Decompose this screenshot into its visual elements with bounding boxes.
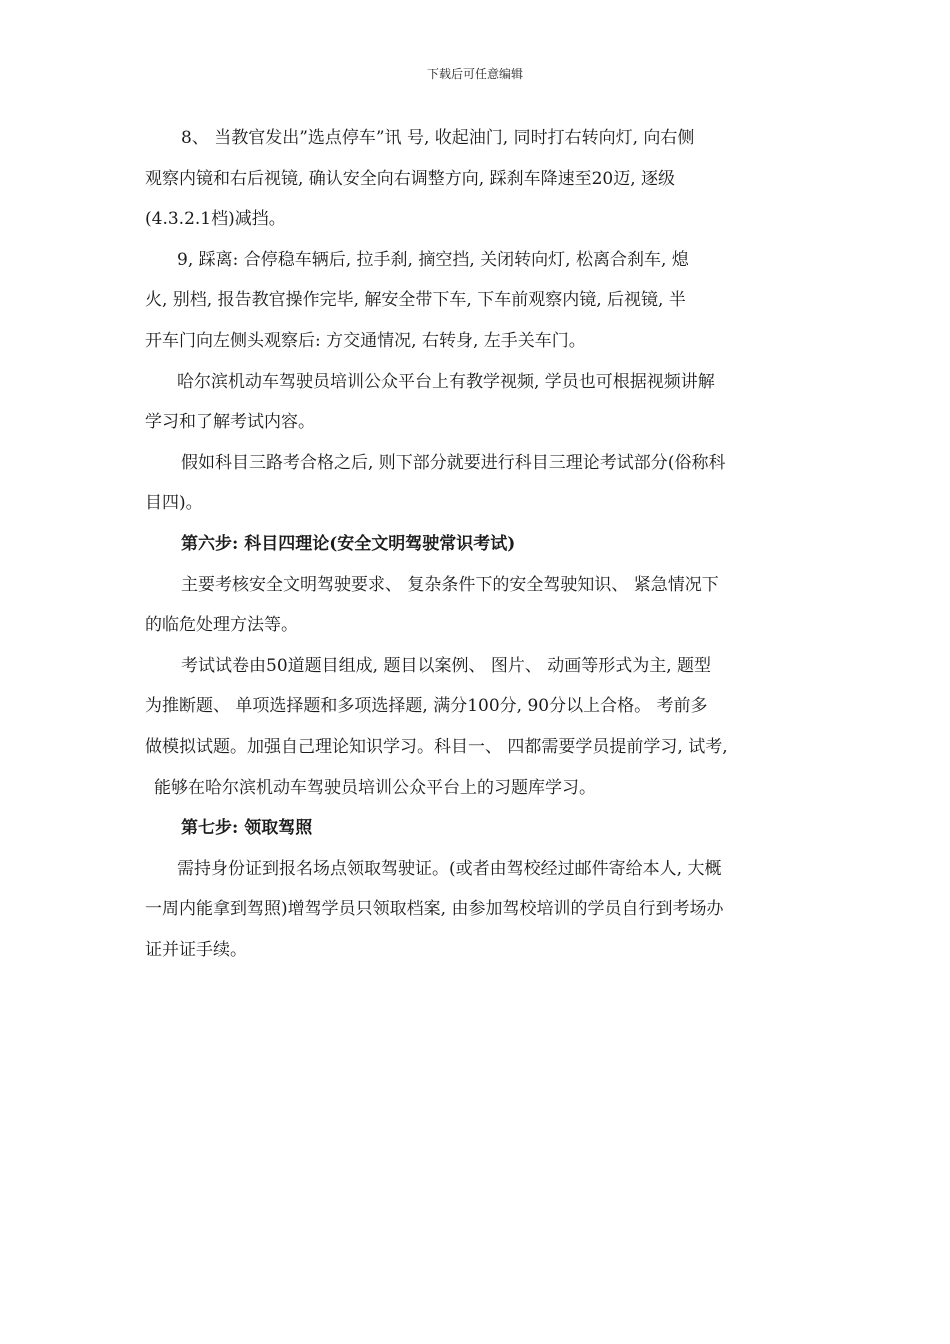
text-line: 主要考核安全文明驾驶要求、 复杂条件下的安全驾驶知识、 紧急情况下 — [181, 574, 719, 595]
text-line: 假如科目三路考合格之后, 则下部分就要进行科目三理论考试部分(俗称科 — [181, 452, 726, 473]
text-line: 做模拟试题。加强自己理论知识学习。科目一、 四都需要学员提前学习, 试考, — [145, 736, 728, 757]
section-heading: 第七步: 领取驾照 — [181, 818, 313, 839]
text-line: 观察内镜和右后视镜, 确认安全向右调整方向, 踩刹车降速至20迈, 逐级 — [145, 168, 676, 189]
text-line: 一周内能拿到驾照)增驾学员只领取档案, 由参加驾校培训的学员自行到考场办 — [145, 899, 724, 920]
text-line: 开车门向左侧头观察后: 方交通情况, 右转身, 左手关车门。 — [145, 330, 586, 351]
text-line: 为推断题、 单项选择题和多项选择题, 满分100分, 90分以上合格。 考前多 — [145, 696, 708, 717]
text-line: 8、 当教官发出”选点停车”讯 号, 收起油门, 同时打右转向灯, 向右侧 — [181, 128, 695, 148]
text-line: 的临危处理方法等。 — [145, 615, 298, 636]
text-line: 能够在哈尔滨机动车驾驶员培训公众平台上的习题库学习。 — [154, 777, 596, 798]
text-line: 考试试卷由50道题目组成, 题目以案例、 图片、 动画等形式为主, 题型 — [181, 655, 712, 676]
text-line: 需持身份证到报名场点领取驾驶证。(或者由驾校经过邮件寄给本人, 大概 — [177, 858, 722, 879]
text-line: 9, 踩离: 合停稳车辆后, 拉手刹, 摘空挡, 关闭转向灯, 松离合刹车, 熄 — [177, 249, 689, 270]
document-body — [145, 121, 817, 973]
text-line: 证并证手续。 — [145, 939, 247, 960]
page-header: 下载后可任意编辑 — [426, 67, 523, 81]
text-line: 学习和了解考试内容。 — [145, 412, 315, 433]
section-heading: 第六步: 科目四理论(安全文明驾驶常识考试) — [181, 533, 516, 554]
text-line: 火, 别档, 报告教官操作完毕, 解安全带下车, 下车前观察内镜, 后视镜, 半 — [145, 290, 686, 311]
text-line: 哈尔滨机动车驾驶员培训公众平台上有教学视频, 学员也可根据视频讲解 — [177, 371, 715, 392]
text-line: 目四)。 — [145, 493, 203, 514]
text-line: (4.3.2.1档)减挡。 — [145, 209, 286, 230]
